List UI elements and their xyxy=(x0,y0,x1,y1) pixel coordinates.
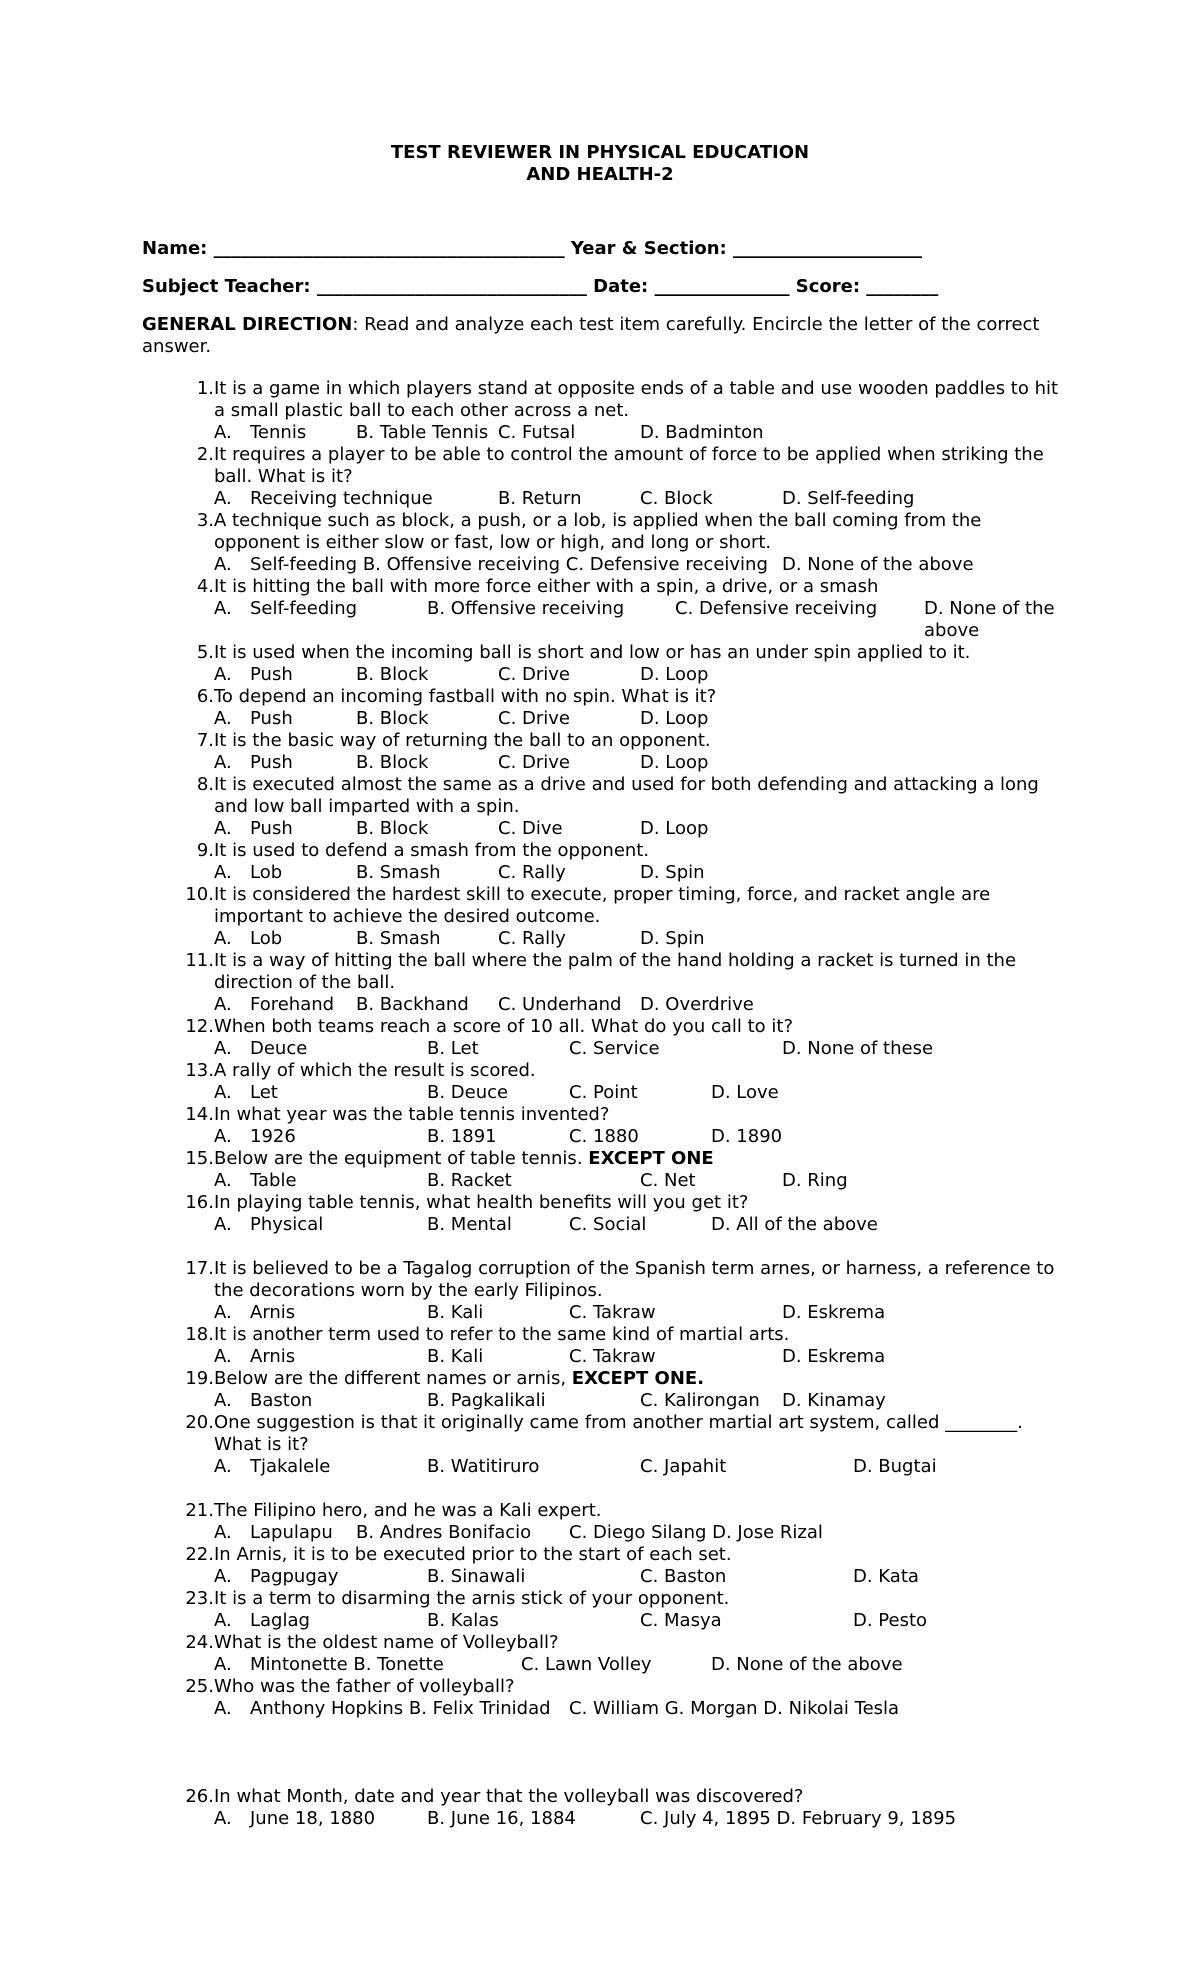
question-stem: It is a way of hitting the ball where the palm of the hand holding a racket is turned in the direction of the ball. xyxy=(214,950,1017,993)
answer-option[interactable]: D. Bugtai xyxy=(853,1456,937,1477)
answer-option[interactable]: D. Love xyxy=(711,1082,779,1103)
answer-option[interactable]: D. 1890 xyxy=(711,1126,783,1147)
question-stem: It is the basic way of returning the ball to an opponent. xyxy=(214,730,711,751)
question-number: 15. xyxy=(185,1148,214,1169)
question-item xyxy=(0,576,1200,642)
answer-option[interactable]: D. None of these xyxy=(782,1038,934,1059)
answer-options xyxy=(214,708,1114,730)
question-stem: It is used to defend a smash from the opponent. xyxy=(214,840,650,861)
answer-option[interactable]: C. Futsal xyxy=(498,422,576,443)
question-stem: It is executed almost the same as a drive and used for both defending and attacking a long and low ball imparted with a spin. xyxy=(214,774,1039,817)
answer-option[interactable]: B. Table Tennis xyxy=(356,422,489,443)
question-text xyxy=(214,1544,1070,1566)
answer-option[interactable]: June 18, 1880 xyxy=(250,1808,376,1829)
option-letter-a[interactable]: A. xyxy=(214,928,232,949)
direction-label: GENERAL DIRECTION xyxy=(142,314,353,335)
question-stem: One suggestion is that it originally came from another martial art system, called ________. What is it? xyxy=(214,1412,1023,1455)
question-number: 10. xyxy=(185,884,214,905)
answer-option[interactable]: B. Deuce xyxy=(427,1082,509,1103)
question-text xyxy=(214,1786,1070,1808)
question-text xyxy=(214,1258,1070,1302)
question-stem: In Arnis, it is to be executed prior to the start of each set. xyxy=(214,1544,732,1565)
question-stem: It is another term used to refer to the same kind of martial arts. xyxy=(214,1324,790,1345)
answer-option[interactable]: C. Defensive receiving xyxy=(675,598,878,619)
answer-option[interactable]: D. Kata xyxy=(853,1566,919,1587)
question-number: 19. xyxy=(185,1368,214,1389)
question-item xyxy=(0,1368,1200,1412)
answer-options xyxy=(214,1346,1114,1368)
question-item xyxy=(0,774,1200,840)
question-number: 6. xyxy=(196,686,214,707)
question-item xyxy=(0,1544,1200,1588)
question-number: 13. xyxy=(185,1060,214,1081)
question-number: 2. xyxy=(196,444,214,465)
option-letter-a[interactable]: A. xyxy=(214,1456,232,1477)
answer-option[interactable]: B. Watitiruro xyxy=(427,1456,540,1477)
option-letter-a[interactable]: A. xyxy=(214,488,232,509)
answer-option[interactable]: Arnis xyxy=(250,1346,296,1367)
answer-option[interactable]: B. Let xyxy=(427,1038,479,1059)
answer-option[interactable]: C. Service xyxy=(569,1038,660,1059)
question-text xyxy=(214,1412,1070,1456)
option-letter-a[interactable]: A. xyxy=(214,1038,232,1059)
answer-option[interactable]: C. Takraw xyxy=(569,1346,656,1367)
question-stem: It is considered the hardest skill to execute, proper timing, force, and racket angle are important to achieve the desired outcome. xyxy=(214,884,991,927)
option-letter-a[interactable]: A. xyxy=(214,994,232,1015)
answer-option[interactable]: D. Badminton xyxy=(640,422,764,443)
name-section-field[interactable]: Name: _______________________________________ Year & Section: _____________________ xyxy=(142,238,923,259)
question-text xyxy=(214,576,1070,598)
question-stem: It is a game in which players stand at opposite ends of a table and use wooden paddles to hit a small plastic ball to each other across a net. xyxy=(214,378,1059,421)
answer-option[interactable]: Tjakalele xyxy=(250,1456,331,1477)
answer-option[interactable]: Push xyxy=(250,818,293,839)
answer-option[interactable]: C. William G. Morgan D. Nikolai Tesla xyxy=(569,1698,900,1719)
answer-option[interactable]: Push xyxy=(250,664,293,685)
option-letter-a[interactable]: A. xyxy=(214,708,232,729)
option-letter-a[interactable]: A. xyxy=(214,1302,232,1323)
answer-option[interactable]: C. Social xyxy=(569,1214,647,1235)
question-stem: To depend an incoming fastball with no spin. What is it? xyxy=(214,686,717,707)
answer-option[interactable]: Forehand xyxy=(250,994,335,1015)
question-item xyxy=(0,1192,1200,1236)
question-item xyxy=(0,730,1200,774)
answer-option[interactable]: C. Masya xyxy=(640,1610,722,1631)
answer-options xyxy=(214,1390,1114,1412)
option-letter-a[interactable]: A. xyxy=(214,1346,232,1367)
question-item xyxy=(0,1104,1200,1148)
question-item xyxy=(0,1786,1200,1830)
answer-options xyxy=(214,1610,1114,1632)
question-item xyxy=(0,510,1200,576)
answer-option[interactable]: D. Pesto xyxy=(853,1610,928,1631)
option-letter-a[interactable]: A. xyxy=(214,1390,232,1411)
question-text xyxy=(214,444,1070,488)
answer-option[interactable]: D. Loop xyxy=(640,818,709,839)
question-item xyxy=(0,840,1200,884)
option-letter-a[interactable]: A. xyxy=(214,664,232,685)
answer-option[interactable]: D. All of the above xyxy=(711,1214,878,1235)
answer-option[interactable]: C. Rally xyxy=(498,928,566,949)
answer-option[interactable]: Lob xyxy=(250,862,283,883)
teacher-date-score-field[interactable]: Subject Teacher: ______________________________ Date: _______________ Score: ________ xyxy=(142,276,939,297)
answer-option[interactable]: D. Ring xyxy=(782,1170,848,1191)
answer-options xyxy=(214,752,1114,774)
question-emphasis: EXCEPT ONE. xyxy=(571,1368,705,1389)
answer-option[interactable]: Lapulapu xyxy=(250,1522,333,1543)
answer-option[interactable]: Physical xyxy=(250,1214,324,1235)
answer-option[interactable]: B. Sinawali xyxy=(427,1566,526,1587)
answer-option[interactable]: D. None of the above xyxy=(711,1654,903,1675)
answer-option[interactable]: D. Eskrema xyxy=(782,1346,886,1367)
question-text xyxy=(214,642,1070,664)
answer-option[interactable]: C. Drive xyxy=(498,664,570,685)
question-text xyxy=(214,1368,1070,1390)
option-letter-a[interactable]: A. xyxy=(214,1808,232,1829)
question-number: 4. xyxy=(196,576,214,597)
question-text xyxy=(214,950,1070,994)
question-stem: The Filipino hero, and he was a Kali expert. xyxy=(214,1500,602,1521)
question-number: 7. xyxy=(196,730,214,751)
answer-option[interactable]: B. Kali xyxy=(427,1302,484,1323)
question-number: 12. xyxy=(185,1016,214,1037)
question-text xyxy=(214,1192,1070,1214)
answer-option[interactable]: B. June 16, 1884 xyxy=(427,1808,576,1829)
answer-option[interactable]: B. Racket xyxy=(427,1170,512,1191)
question-stem: Who was the father of volleyball? xyxy=(214,1676,515,1697)
general-direction xyxy=(142,314,1052,358)
answer-option[interactable]: C. July 4, 1895 D. February 9, 1895 xyxy=(640,1808,957,1829)
question-stem: It is hitting the ball with more force either with a spin, a drive, or a smash xyxy=(214,576,879,597)
answer-option[interactable]: C. Block xyxy=(640,488,713,509)
question-text xyxy=(214,774,1070,818)
option-letter-a[interactable]: A. xyxy=(214,598,232,619)
answer-option[interactable]: Tennis xyxy=(250,422,307,443)
answer-option[interactable]: C. Lawn Volley xyxy=(521,1654,652,1675)
answer-option[interactable]: Let xyxy=(250,1082,278,1103)
answer-option[interactable]: Receiving technique xyxy=(250,488,433,509)
answer-option[interactable]: D. Eskrema xyxy=(782,1302,886,1323)
answer-options xyxy=(214,1038,1114,1060)
answer-options xyxy=(214,994,1114,1016)
answer-option[interactable]: B. Kalas xyxy=(427,1610,499,1631)
answer-option[interactable]: B. Block xyxy=(356,708,429,729)
answer-options xyxy=(214,818,1114,840)
question-text xyxy=(214,1500,1070,1522)
answer-options xyxy=(214,1808,1114,1830)
option-letter-a[interactable]: A. xyxy=(214,818,232,839)
answer-option[interactable]: Push xyxy=(250,752,293,773)
question-item xyxy=(0,642,1200,686)
answer-option[interactable]: Baston xyxy=(250,1390,313,1411)
answer-option[interactable]: B. Block xyxy=(356,818,429,839)
question-number: 9. xyxy=(196,840,214,861)
question-text xyxy=(214,1104,1070,1126)
answer-option[interactable]: D. Loop xyxy=(640,708,709,729)
question-text xyxy=(214,1676,1070,1698)
answer-option[interactable]: C. Takraw xyxy=(569,1302,656,1323)
option-letter-a[interactable]: A. xyxy=(214,1170,232,1191)
answer-option[interactable]: B. Smash xyxy=(356,862,441,883)
answer-options xyxy=(214,488,1114,510)
question-item xyxy=(0,1588,1200,1632)
answer-option[interactable]: C. Underhand xyxy=(498,994,622,1015)
question-number: 5. xyxy=(196,642,214,663)
option-letter-a[interactable]: A. xyxy=(214,422,232,443)
page-title-line2: AND HEALTH-2 xyxy=(526,164,674,185)
answer-option[interactable]: D. Kinamay xyxy=(782,1390,886,1411)
option-letter-a[interactable]: A. xyxy=(214,862,232,883)
answer-option[interactable]: D. Spin xyxy=(640,928,705,949)
answer-option[interactable]: B. Andres Bonifacio xyxy=(356,1522,532,1543)
question-item xyxy=(0,1412,1200,1478)
question-stem: Below are the equipment of table tennis. xyxy=(214,1148,583,1169)
answer-options xyxy=(214,1170,1114,1192)
answer-option[interactable]: B. Offensive receiving xyxy=(427,598,625,619)
question-text xyxy=(214,1632,1070,1654)
question-number: 14. xyxy=(185,1104,214,1125)
answer-options xyxy=(214,928,1114,950)
answer-option[interactable]: B. Block xyxy=(356,752,429,773)
question-number: 20. xyxy=(185,1412,214,1433)
answer-option[interactable]: C. Point xyxy=(569,1082,638,1103)
answer-option[interactable]: C. Dive xyxy=(498,818,563,839)
question-number: 24. xyxy=(185,1632,214,1653)
question-item xyxy=(0,884,1200,950)
answer-option[interactable]: D. Spin xyxy=(640,862,705,883)
question-number: 17. xyxy=(185,1258,214,1279)
question-item xyxy=(0,1258,1200,1324)
option-letter-a[interactable]: A. xyxy=(214,1654,232,1675)
question-text xyxy=(214,686,1070,708)
answer-options xyxy=(214,1082,1114,1104)
answer-option[interactable]: Self-feeding xyxy=(250,598,358,619)
question-number: 26. xyxy=(185,1786,214,1807)
question-emphasis: EXCEPT ONE xyxy=(588,1148,714,1169)
answer-option[interactable]: C. Drive xyxy=(498,752,570,773)
question-stem: A rally of which the result is scored. xyxy=(214,1060,536,1081)
answer-option[interactable]: D. Self-feeding xyxy=(782,488,915,509)
answer-options xyxy=(214,1456,1114,1478)
question-item xyxy=(0,1676,1200,1720)
question-stem: It is a term to disarming the arnis stick of your opponent. xyxy=(214,1588,730,1609)
question-text xyxy=(214,1148,1070,1170)
question-text xyxy=(214,730,1070,752)
answer-options xyxy=(214,862,1114,884)
question-text xyxy=(214,1060,1070,1082)
answer-option[interactable]: Anthony Hopkins B. Felix Trinidad xyxy=(250,1698,551,1719)
answer-option[interactable]: B. Mental xyxy=(427,1214,512,1235)
option-letter-a[interactable]: A. xyxy=(214,554,232,575)
answer-option[interactable]: C. Net xyxy=(640,1170,696,1191)
answer-options xyxy=(214,1522,1114,1544)
answer-option[interactable]: B. Backhand xyxy=(356,994,469,1015)
answer-options xyxy=(214,598,1114,642)
question-stem: It is believed to be a Tagalog corruption of the Spanish term arnes, or harness, a reference to the decorations worn by the early Filipinos. xyxy=(214,1258,1055,1301)
question-item xyxy=(0,1016,1200,1060)
question-item xyxy=(0,1060,1200,1104)
answer-option[interactable]: Pagpugay xyxy=(250,1566,339,1587)
question-number: 25. xyxy=(185,1676,214,1697)
answer-options xyxy=(214,1566,1114,1588)
answer-options xyxy=(214,1654,1114,1676)
answer-option[interactable]: B. Kali xyxy=(427,1346,484,1367)
option-letter-a[interactable]: A. xyxy=(214,752,232,773)
question-item xyxy=(0,686,1200,730)
option-letter-a[interactable]: A. xyxy=(214,1214,232,1235)
answer-option[interactable]: Arnis xyxy=(250,1302,296,1323)
question-text xyxy=(214,884,1070,928)
option-letter-a[interactable]: A. xyxy=(214,1082,232,1103)
question-text xyxy=(214,378,1070,422)
answer-option[interactable]: Deuce xyxy=(250,1038,308,1059)
answer-option[interactable]: Laglag xyxy=(250,1610,310,1631)
question-number: 22. xyxy=(185,1544,214,1565)
answer-options xyxy=(214,554,1114,576)
option-letter-a[interactable]: A. xyxy=(214,1566,232,1587)
question-number: 3. xyxy=(196,510,214,531)
answer-option[interactable]: Lob xyxy=(250,928,283,949)
question-text xyxy=(214,510,1070,554)
question-text xyxy=(214,1324,1070,1346)
answer-option[interactable]: C. Baston xyxy=(640,1566,727,1587)
answer-option[interactable]: B. 1891 xyxy=(427,1126,497,1147)
answer-option[interactable]: Mintonette B. Tonette xyxy=(250,1654,444,1675)
page-title-line1: TEST REVIEWER IN PHYSICAL EDUCATION xyxy=(390,142,810,163)
answer-option[interactable]: B. Block xyxy=(356,664,429,685)
answer-option[interactable]: C. Drive xyxy=(498,708,570,729)
question-item xyxy=(0,1148,1200,1192)
option-letter-a[interactable]: A. xyxy=(214,1522,232,1543)
question-stem: It is used when the incoming ball is short and low or has an under spin applied to it. xyxy=(214,642,971,663)
answer-option[interactable]: D. Loop xyxy=(640,752,709,773)
question-number: 21. xyxy=(185,1500,214,1521)
answer-options xyxy=(214,1214,1114,1236)
answer-option[interactable]: C. Rally xyxy=(498,862,566,883)
answer-option[interactable]: D. Loop xyxy=(640,664,709,685)
answer-options xyxy=(214,664,1114,686)
option-letter-a[interactable]: A. xyxy=(214,1698,232,1719)
question-item xyxy=(0,1632,1200,1676)
answer-option[interactable]: D. Overdrive xyxy=(640,994,754,1015)
direction-text: : Read and analyze each test item carefully. Encircle the letter of the correct answer. xyxy=(142,314,1040,357)
question-stem: In what Month, date and year that the volleyball was discovered? xyxy=(214,1786,804,1807)
question-item xyxy=(0,444,1200,510)
answer-option[interactable]: B. Pagkalikali xyxy=(427,1390,546,1411)
question-text xyxy=(214,840,1070,862)
answer-option[interactable]: Push xyxy=(250,708,293,729)
question-text xyxy=(214,1016,1070,1038)
question-number: 16. xyxy=(185,1192,214,1213)
answer-option[interactable]: C. 1880 xyxy=(569,1126,639,1147)
question-stem: It requires a player to be able to control the amount of force to be applied when striking the ball. What is it? xyxy=(214,444,1044,487)
question-stem: In what year was the table tennis invented? xyxy=(214,1104,610,1125)
answer-option[interactable]: C. Kalirongan xyxy=(640,1390,760,1411)
answer-options xyxy=(214,1698,1114,1720)
question-stem: Below are the different names or arnis, xyxy=(214,1368,567,1389)
question-stem: What is the oldest name of Volleyball? xyxy=(214,1632,559,1653)
answer-option[interactable]: C. Diego Silang D. Jose Rizal xyxy=(569,1522,823,1543)
question-item xyxy=(0,378,1200,444)
question-item xyxy=(0,1324,1200,1368)
question-number: 1. xyxy=(196,378,214,399)
question-number: 8. xyxy=(196,774,214,795)
answer-option[interactable]: B. Smash xyxy=(356,928,441,949)
answer-option[interactable]: Table xyxy=(250,1170,297,1191)
question-stem: When both teams reach a score of 10 all. What do you call to it? xyxy=(214,1016,794,1037)
answer-options xyxy=(214,1302,1114,1324)
question-number: 23. xyxy=(185,1588,214,1609)
question-stem: A technique such as block, a push, or a lob, is applied when the ball coming from the opponent is either slow or fast, low or high, and long or short. xyxy=(214,510,982,553)
question-text xyxy=(214,1588,1070,1610)
question-stem: In playing table tennis, what health benefits will you get it? xyxy=(214,1192,749,1213)
question-number: 18. xyxy=(185,1324,214,1345)
answer-option[interactable]: D. None of the above xyxy=(924,598,1055,641)
answer-option[interactable]: 1926 xyxy=(250,1126,296,1147)
option-letter-a[interactable]: A. xyxy=(214,1610,232,1631)
answer-option[interactable]: Self-feeding B. Offensive receiving C. Defensive receiving xyxy=(250,554,768,575)
question-list xyxy=(0,378,1200,1830)
question-item xyxy=(0,1500,1200,1544)
question-number: 11. xyxy=(185,950,214,971)
answer-option[interactable]: D. None of the above xyxy=(782,554,974,575)
option-letter-a[interactable]: A. xyxy=(214,1126,232,1147)
answer-options xyxy=(214,1126,1114,1148)
question-item xyxy=(0,950,1200,1016)
answer-options xyxy=(214,422,1114,444)
answer-option[interactable]: B. Return xyxy=(498,488,582,509)
answer-option[interactable]: C. Japahit xyxy=(640,1456,727,1477)
